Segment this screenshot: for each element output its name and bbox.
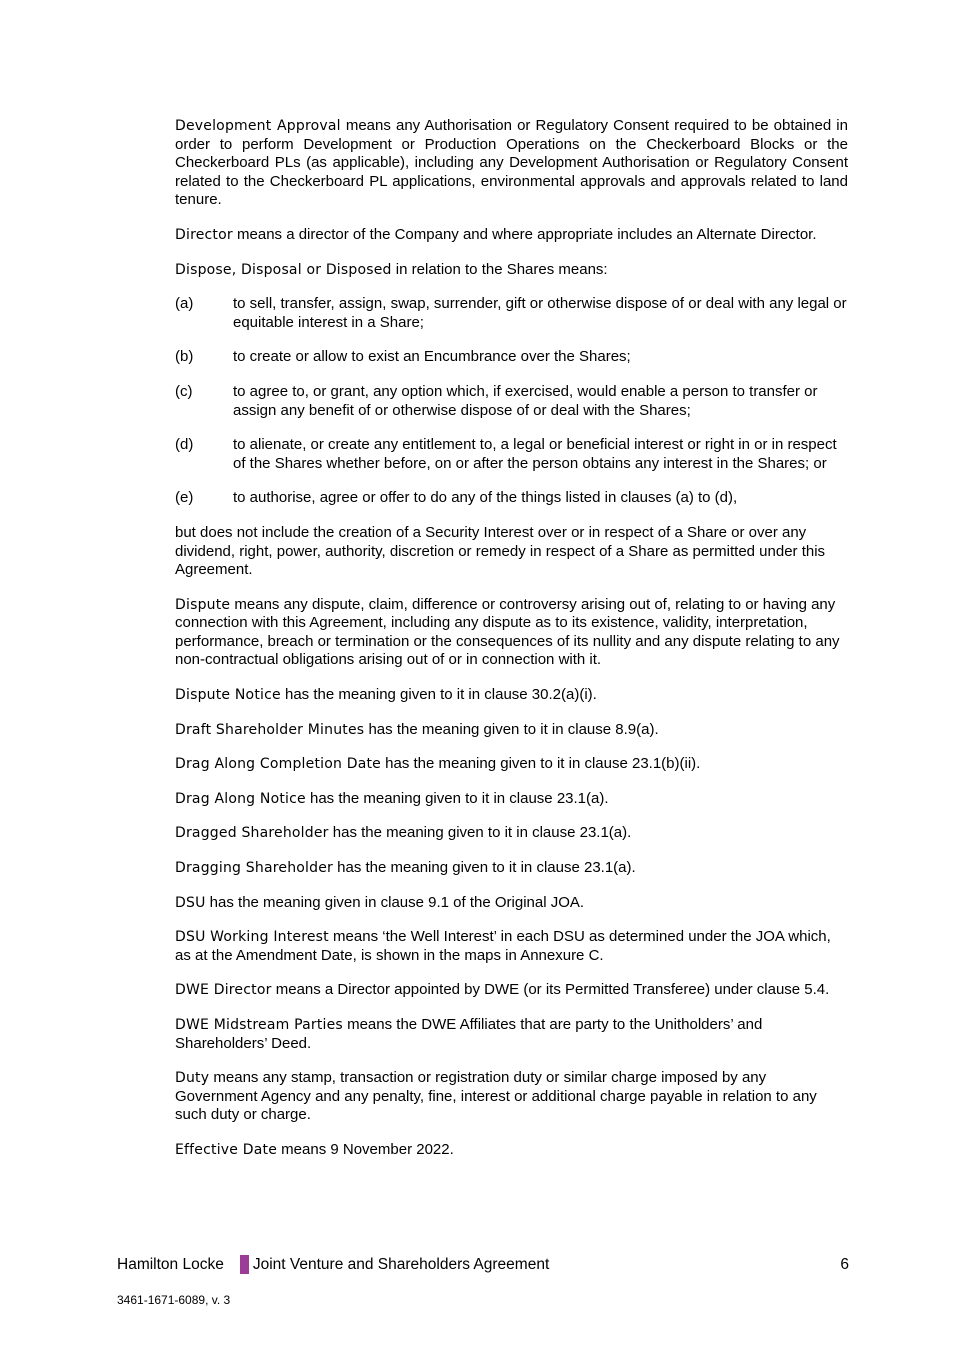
definition-text: means a director of the Company and where appropriate includes an Alternate Director. [232, 225, 817, 243]
defined-term: Dragged Shareholder [175, 825, 329, 842]
defined-term: Dispute [175, 596, 231, 613]
list-item-label: (a) [175, 295, 194, 313]
definition-text: means any dispute, claim, difference or controversy arising out of, relating to or having any connection with this Agreement, including any dispute as to its existence, validity, interpretation, performance, breach or termination or the consequences of its nullity and any dispute relating to any non-contractual obligations arising out of or in connection with it. [175, 595, 840, 669]
defined-term: Drag Along Completion Date [175, 756, 381, 773]
definition-text: has the meaning given to it in clause 23.1(a). [332, 859, 636, 877]
list-item-text: to create or allow to exist an Encumbrance over the Shares; [233, 348, 631, 366]
definition-dispute-notice [175, 686, 848, 705]
defined-term: Dragging Shareholder [175, 860, 333, 877]
defined-term: DWE Director [175, 982, 272, 999]
definition-text: has the meaning given to it in clause 23.1(a). [328, 824, 632, 842]
footer-document-title: Joint Venture and Shareholders Agreement [252, 1255, 550, 1273]
list-item-text: to alienate, or create any entitlement to, a legal or beneficial interest or right in or in respect of the Shares whether before, on or after the person obtains any interest in the Shares; or [233, 436, 837, 472]
definition-text: in relation to the Shares means: [391, 260, 608, 278]
definition-text: means 9 November 2022. [277, 1140, 454, 1158]
list-item [175, 489, 848, 508]
definition-text: has the meaning given to it in clause 30.2(a)(i). [280, 686, 597, 704]
definition-text: has the meaning given in clause 9.1 of the Original JOA. [205, 893, 585, 911]
list-item-text: to sell, transfer, assign, swap, surrender, gift or otherwise dispose of or deal with any legal or equitable interest in a Share; [233, 295, 847, 331]
document-body [175, 117, 848, 1176]
definition-dispose [175, 261, 848, 280]
dispose-tail: but does not include the creation of a Security Interest over or in respect of a Share or over any dividend, right, power, authority, discretion or remedy in respect of a Share as permitted under this Agreement. [175, 523, 826, 579]
defined-term: Director [175, 226, 233, 243]
definition-text: has the meaning given to it in clause 8.9(a). [364, 720, 659, 738]
list-item [175, 348, 848, 367]
document-reference: 3461-1671-6089, v. 3 [117, 1293, 231, 1307]
definition-dsu-working-interest [175, 928, 848, 965]
definition-text: means ‘the Well Interest’ in each DSU as determined under the JOA which, as at the Amendment Date, is shown in the maps in Annexure C. [175, 928, 831, 964]
definition-dispute [175, 596, 848, 670]
defined-term: DSU Working Interest [175, 929, 329, 946]
definition-director [175, 226, 848, 245]
defined-term: Drag Along Notice [175, 790, 306, 807]
definition-draft-shareholder-minutes [175, 721, 848, 740]
list-item-label: (c) [175, 382, 193, 400]
definition-effective-date [175, 1141, 848, 1160]
page-number: 6 [840, 1255, 849, 1273]
definition-text: means the DWE Affiliates that are party to the Unitholders’ and Shareholders’ Deed. [175, 1016, 763, 1052]
defined-term: Dispute Notice [175, 687, 281, 704]
definition-text: has the meaning given to it in clause 23.1(a). [305, 789, 609, 807]
defined-term: Draft Shareholder Minutes [175, 721, 365, 738]
definition-text: means any stamp, transaction or registration duty or similar charge imposed by any Government Agency and any penalty, fine, interest or additional charge payable in relation to any such duty or charge. [175, 1069, 817, 1124]
definition-development-approval [175, 117, 848, 210]
list-item-label: (e) [175, 489, 194, 507]
defined-term: Development Approval [175, 118, 341, 134]
definition-dwe-director [175, 981, 848, 1000]
list-item [175, 436, 848, 473]
definition-text: has the meaning given to it in clause 23.1(b)(ii). [381, 755, 701, 773]
definition-dsu [175, 894, 848, 913]
defined-term: Dispose, Disposal or Disposed [175, 261, 392, 278]
list-item-label: (b) [175, 348, 194, 366]
list-item [175, 383, 848, 420]
list-item [175, 295, 848, 332]
defined-term: DWE Midstream Parties [175, 1017, 343, 1033]
footer-firm-name: Hamilton Locke [117, 1255, 224, 1273]
list-item-text: to authorise, agree or offer to do any of the things listed in clauses (a) to (d), [233, 489, 738, 507]
definition-dragged-shareholder [175, 824, 848, 843]
defined-term: Duty [175, 1070, 210, 1087]
definition-dwe-midstream-parties [175, 1016, 848, 1053]
list-item-label: (d) [175, 436, 194, 454]
page-footer [117, 1255, 849, 1274]
list-item-text: to agree to, or grant, any option which, if exercised, would enable a person to transfer or assign any benefit of or otherwise dispose of or deal with the Shares; [233, 382, 818, 419]
footer-accent-bar [240, 1255, 249, 1274]
definition-drag-along-notice [175, 790, 848, 809]
defined-term: Effective Date [175, 1141, 278, 1158]
definition-drag-along-completion-date [175, 755, 848, 774]
definition-dragging-shareholder [175, 859, 848, 878]
definition-text: means any Authorisation or Regulatory Consent required to be obtained in order to perform Development or Production Operations on the Checkerboard Blocks or the Checkerboard PLs (as applicable), including any Development Authorisation or Regulatory Consent related to the Checkerboard PL applications, environmental approvals and approvals related to land tenure. [175, 117, 848, 209]
definition-text: means a Director appointed by DWE (or its Permitted Transferee) under clause 5.4. [271, 981, 830, 999]
defined-term: DSU [175, 894, 206, 911]
definition-duty [175, 1069, 848, 1125]
